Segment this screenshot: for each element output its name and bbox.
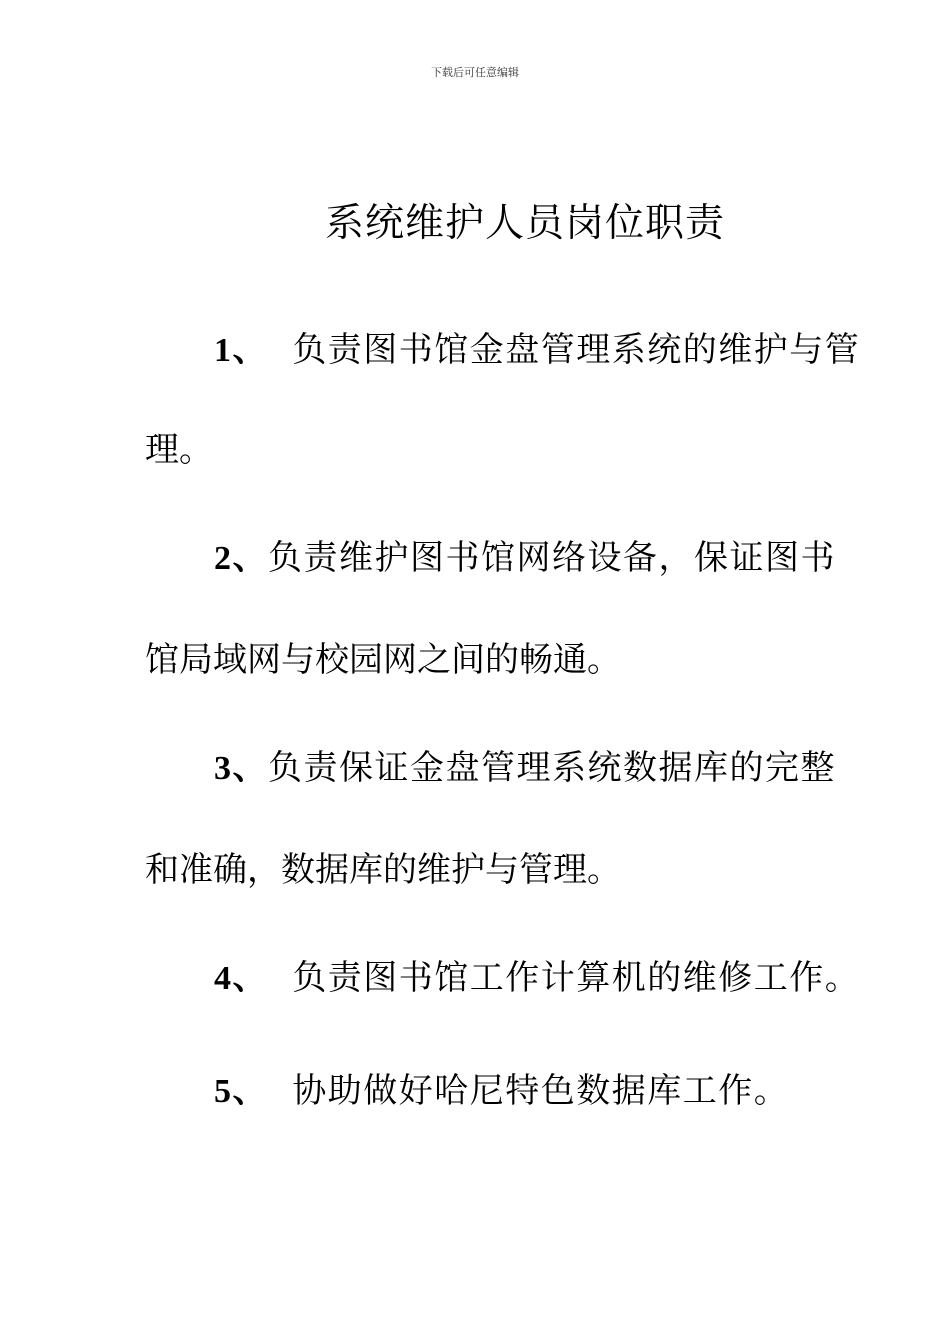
item-3-number: 3、 [214,750,268,787]
item-2-text: 负责维护图书馆网络设备，保证图书 [268,538,836,578]
item-1-number: 1、 [214,332,268,369]
item-3-first-line [214,746,836,791]
item-1-text: 负责图书馆金盘管理系统的维护与管 [292,330,861,370]
item-4-number: 4、 [214,960,268,997]
page-header-note: 下载后可任意编辑 [431,66,519,79]
item-2-continuation: 馆局域网与校园网之间的畅通。 [145,640,621,680]
item-5-line [214,1069,789,1114]
item-3-text: 负责保证金盘管理系统数据库的完整 [268,748,836,788]
item-5-number: 5、 [214,1073,268,1110]
item-1-continuation: 理。 [145,430,213,470]
item-5-text: 协助做好哈尼特色数据库工作。 [292,1071,790,1111]
item-2-first-line [214,536,836,581]
item-4-text: 负责图书馆工作计算机的维修工作。 [292,958,861,998]
document-title: 系统维护人员岗位职责 [324,201,725,246]
item-2-number: 2、 [214,540,268,577]
item-1-first-line [214,328,860,373]
item-3-continuation: 和准确，数据库的维护与管理。 [145,850,621,890]
item-4-line [214,956,860,1001]
